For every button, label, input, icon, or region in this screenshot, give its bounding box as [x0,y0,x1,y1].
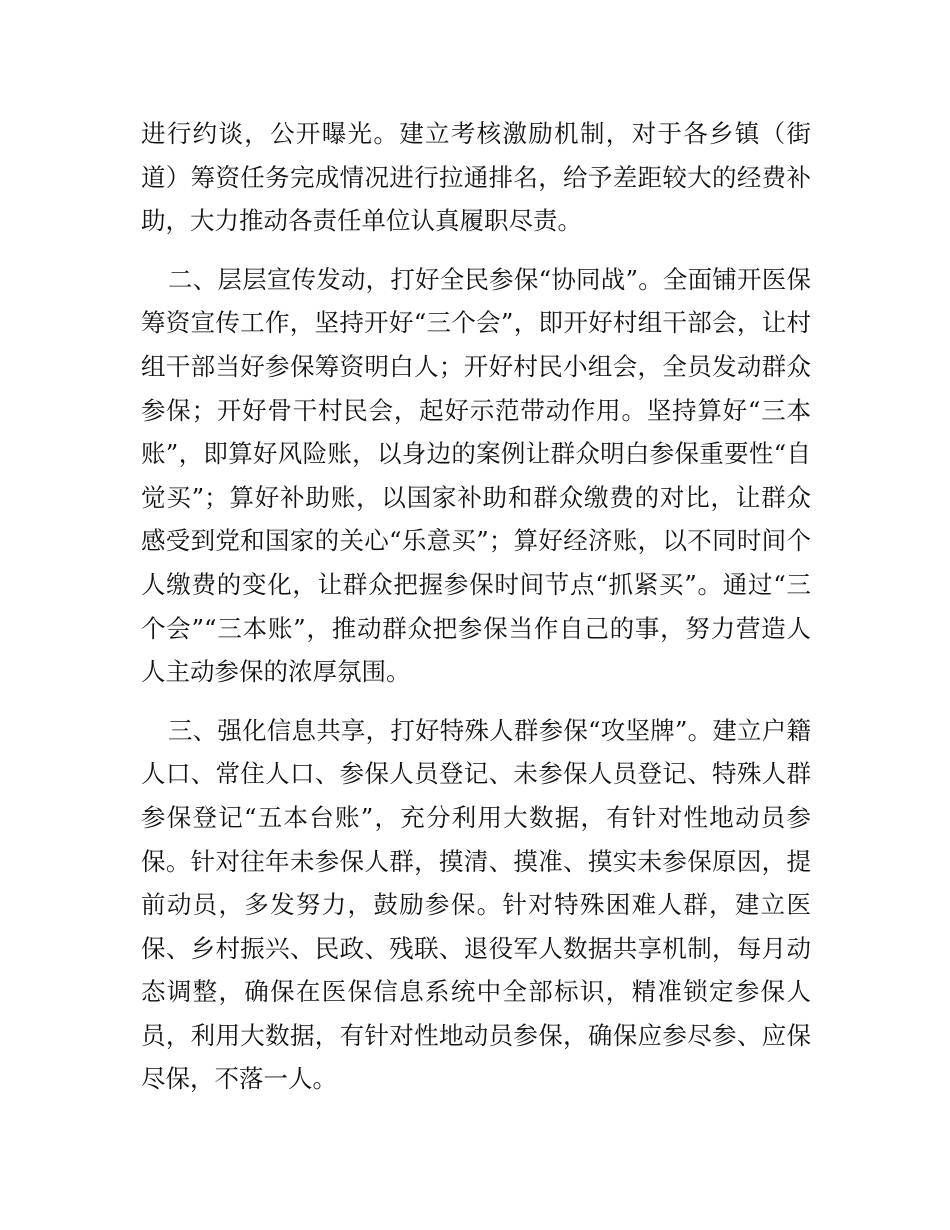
document-body [141,112,811,1101]
paragraph-section-three: 三、强化信息共享，打好特殊人群参保“攻坚牌”。建立户籍人口、常住人口、参保人员登记、未参保人员登记、特殊人群参保登记“五本台账”，充分利用大数据，有针对性地动员参保。针对往年未参保人群，摸清、摸准、摸实未参保原因，提前动员，多发努力，鼓励参保。针对特殊困难人群，建立医保、乡村振兴、民政、残联、退役军人数据共享机制，每月动态调整，确保在医保信息系统中全部标识，精准锁定参保人员，利用大数据，有针对性地动员参保，确保应参尽参、应保尽保，不落一人。 [141,715,811,1094]
paragraph-continuation: 进行约谈，公开曝光。建立考核激励机制，对于各乡镇（街道）筹资任务完成情况进行拉通排名，给予差距较大的经费补助，大力推动各责任单位认真履职尽责。 [141,119,811,236]
paragraph-section-two: 二、层层宣传发动，打好全民参保“协同战”。全面铺开医保筹资宣传工作，坚持开好“三个会”，即开好村组干部会，让村组干部当好参保筹资明白人；开好村民小组会，全员发动群众参保；开好骨干村民会，起好示范带动作用。坚持算好“三本账”，即算好风险账，以身边的案例让群众明白参保重要性“自觉买”；算好补助账，以国家补助和群众缴费的对比，让群众感受到党和国家的关心“乐意买”；算好经济账，以不同时间个人缴费的变化，让群众把握参保时间节点“抓紧买”。通过“三个会”“三本账”，推动群众把参保当作自己的事，努力营造人人主动参保的浓厚氛围。 [141,264,811,687]
